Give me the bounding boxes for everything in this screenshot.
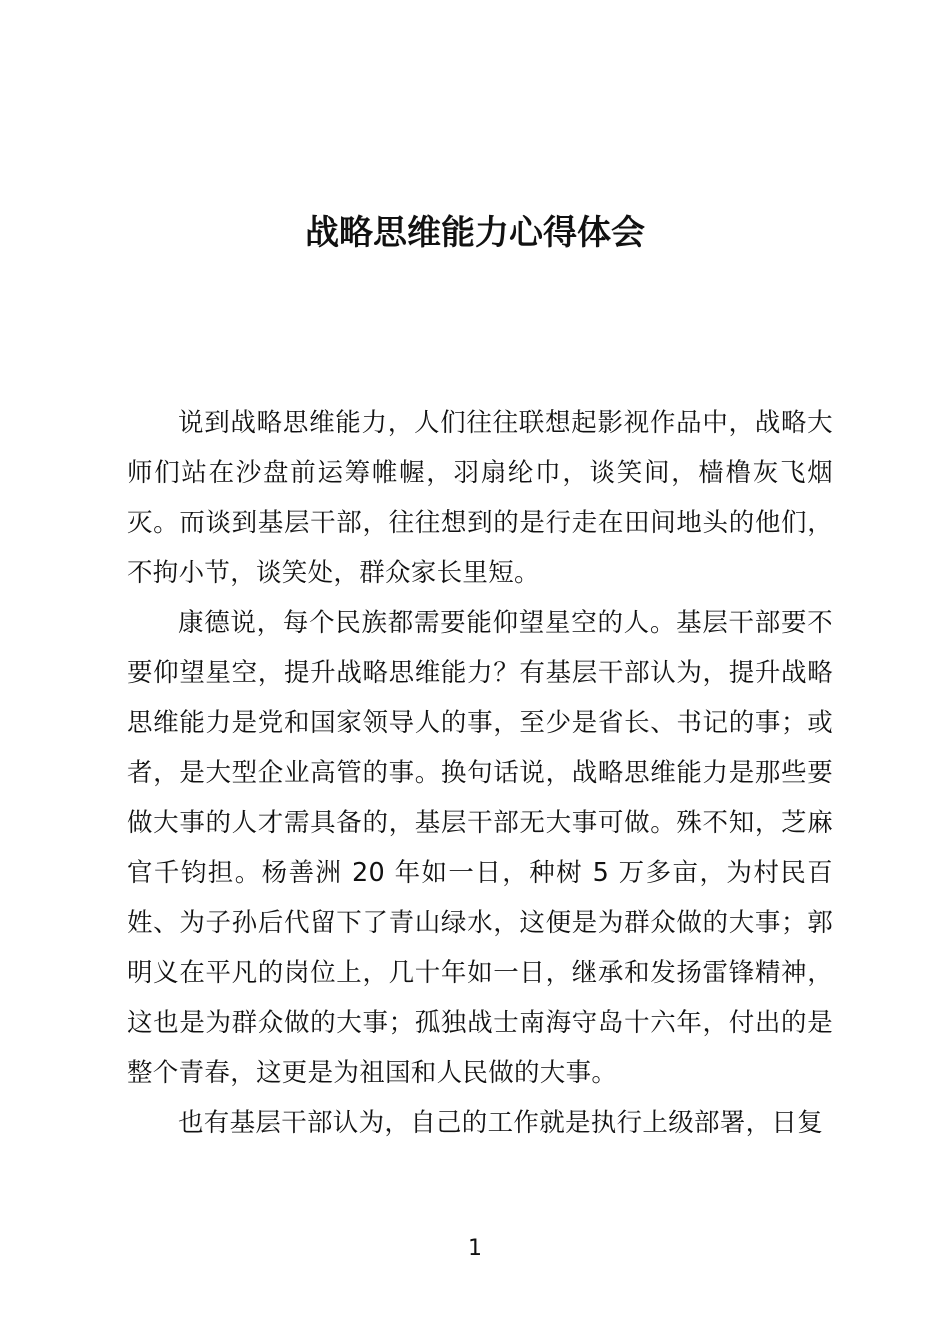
paragraph-3: 也有基层干部认为，自己的工作就是执行上级部署，日复: [178, 1108, 824, 1138]
document-title: 战略思维能力心得体会: [305, 213, 645, 253]
document-body: [127, 398, 833, 1148]
paragraph-2: 康德说，每个民族都需要能仰望星空的人。基层干部要不要仰望星空，提升战略思维能力？有基层干部认为，提升战略思维能力是党和国家领导人的事，至少是省长、书记的事；或者，是大型企业高管的事。换句话说，战略思维能力是那些要做大事的人才需具备的，基层干部无大事可做。殊不知，芝麻官千钧担。杨善洲 20 年如一日，种树 5 万多亩，为村民百姓、为子孙后代留下了青山绿水，这便是为群众做的大事；郭明义在平凡的岗位上，几十年如一日，继承和发扬雷锋精神，这也是为群众做的大事；孤独战士南海守岛十六年，付出的是整个青春，这更是为祖国和人民做的大事。: [127, 608, 833, 1088]
paragraph-1: 说到战略思维能力，人们往往联想起影视作品中，战略大师们站在沙盘前运筹帷幄，羽扇纶巾，谈笑间，樯橹灰飞烟灭。而谈到基层干部，往往想到的是行走在田间地头的他们，不拘小节，谈笑处，群众家长里短。: [127, 408, 833, 588]
page-number: 1: [468, 1236, 482, 1261]
